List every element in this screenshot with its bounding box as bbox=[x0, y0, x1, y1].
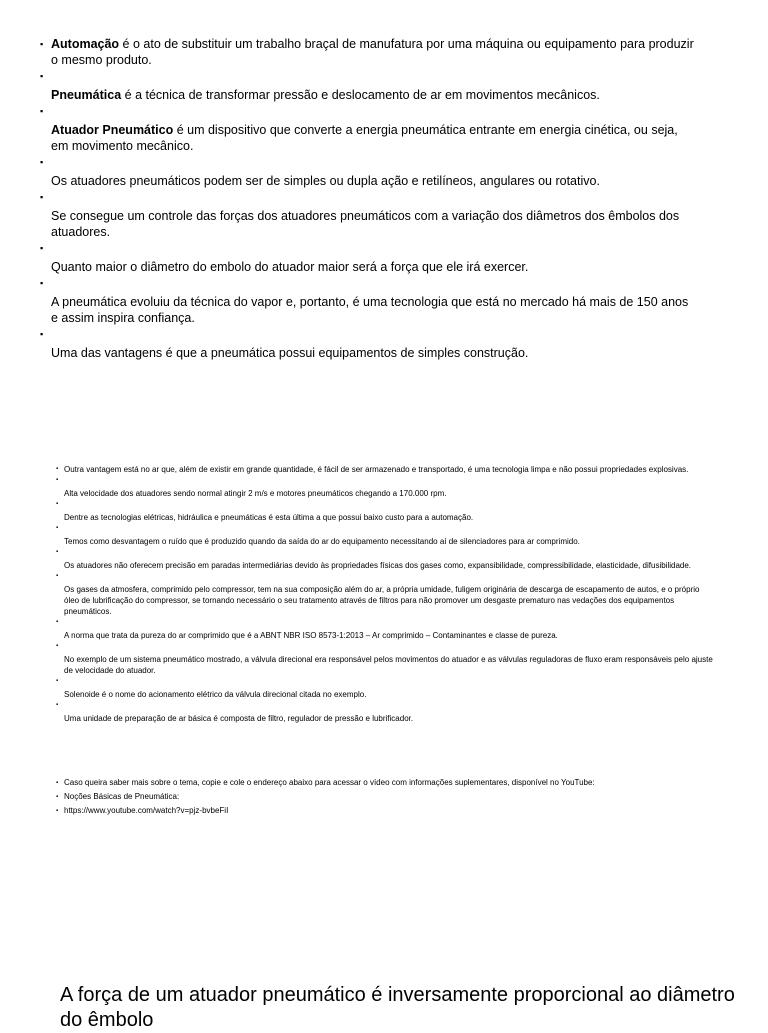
list-item bbox=[38, 275, 698, 326]
bullet-icon: ▪ bbox=[40, 329, 44, 339]
term: Automação bbox=[51, 37, 120, 51]
key-concepts-list bbox=[38, 36, 698, 361]
statement: Caso queira saber mais sobre o tema, copie e cole o endereço abaixo para acessar o vídeo com informações suplementares, disponível no YouTube: bbox=[64, 778, 595, 787]
statement: Dentre as tecnologias elétricas, hidráulica e pneumáticas é esta última a que possui baixo custo para a automação. bbox=[64, 513, 474, 522]
bullet-icon: ▪ bbox=[56, 525, 59, 531]
statement: Uma das vantagens é que a pneumática possui equipamentos de simples construção. bbox=[51, 346, 529, 360]
list-item bbox=[38, 36, 698, 68]
list-item bbox=[38, 154, 698, 189]
list-item bbox=[56, 475, 716, 499]
term: Atuador Pneumático bbox=[51, 123, 174, 137]
bullet-icon: ▪ bbox=[56, 643, 59, 649]
statement: Os gases da atmosfera, comprimido pelo compressor, tem na sua composição além do ar, a própria umidade, fuligem originária de descarga de escapamento de autos, e o próprio óleo de lubrificação do compressor, se tornando necessário o seu tratamento através de filtros para não promover um desgaste prematuro nas vedações dos equipamentos pneumáticos. bbox=[64, 585, 700, 616]
definition: é o ato de substituir um trabalho braçal de manufatura por uma máquina ou equipamento para produzir o mesmo produto. bbox=[51, 37, 694, 67]
bullet-icon: ▪ bbox=[56, 573, 59, 579]
bullet-icon: ▪ bbox=[40, 106, 44, 116]
bullet-icon: ▪ bbox=[40, 71, 44, 81]
statement: Solenoide é o nome do acionamento elétrico da válvula direcional citada no exemplo. bbox=[64, 690, 367, 699]
bullet-icon: ▪ bbox=[56, 780, 59, 786]
video-title: Noções Básicas de Pneumática: bbox=[64, 792, 180, 801]
list-item bbox=[56, 700, 716, 724]
bullet-icon: ▪ bbox=[56, 501, 59, 507]
bullet-icon: ▪ bbox=[40, 157, 44, 167]
statement: Os atuadores não oferecem precisão em paradas intermediárias devido às propriedades físicas dos gases como, expansibilidade, compressibilidade, elasticidade, difusibilidade. bbox=[64, 561, 692, 570]
definition: é um dispositivo que converte a energia pneumática entrante em energia cinética, ou seja, em movimento mecânico. bbox=[51, 123, 678, 153]
bullet-icon: ▪ bbox=[56, 702, 59, 708]
list-item bbox=[38, 189, 698, 240]
statement: A norma que trata da pureza do ar comprimido que é a ABNT NBR ISO 8573-1:2013 – Ar comprimido – Contaminantes e classe de pureza. bbox=[64, 631, 558, 640]
bullet-icon: ▪ bbox=[56, 549, 59, 555]
statement: A pneumática evoluiu da técnica do vapor e, portanto, é uma tecnologia que está no mercado há mais de 150 anos e assim inspira confiança. bbox=[51, 295, 689, 325]
statement: No exemplo de um sistema pneumático mostrado, a válvula direcional era responsável pelos movimentos do atuador e as válvulas reguladoras de fluxo eram responsáveis pelo ajuste de velocidade do atuador. bbox=[64, 655, 713, 675]
list-item bbox=[56, 571, 716, 617]
list-item bbox=[56, 499, 716, 523]
video-url[interactable]: https://www.youtube.com/watch?v=pjz-bvbeFiI bbox=[64, 806, 229, 815]
statement: Se consegue um controle das forças dos atuadores pneumáticos com a variação dos diâmetros dos êmbolos dos atuadores. bbox=[51, 209, 680, 239]
term: Pneumática bbox=[51, 88, 122, 102]
statement: Uma unidade de preparação de ar básica é composta de filtro, regulador de pressão e lubrificador. bbox=[64, 714, 414, 723]
list-item bbox=[56, 617, 716, 641]
question-statement: A força de um atuador pneumático é inversamente proporcional ao diâmetro do êmbolo bbox=[60, 984, 735, 1031]
list-item bbox=[56, 641, 716, 676]
statement: Quanto maior o diâmetro do embolo do atuador maior será a força que ele irá exercer. bbox=[51, 260, 529, 274]
list-item bbox=[56, 464, 716, 475]
bullet-icon: ▪ bbox=[40, 243, 44, 253]
bullet-icon: ▪ bbox=[56, 477, 59, 483]
list-item bbox=[56, 523, 716, 547]
list-item bbox=[38, 103, 698, 154]
list-item bbox=[56, 547, 716, 571]
statement: Alta velocidade dos atuadores sendo normal atingir 2 m/s e motores pneumáticos chegando a 170.000 rpm. bbox=[64, 489, 447, 498]
statement: Outra vantagem está no ar que, além de existir em grande quantidade, é fácil de ser armazenado e transportado, é uma tecnologia limpa e não possui propriedades explosivas. bbox=[64, 465, 689, 474]
bullet-icon: ▪ bbox=[56, 794, 59, 800]
list-item bbox=[56, 776, 716, 790]
bullet-icon: ▪ bbox=[40, 192, 44, 202]
bullet-icon: ▪ bbox=[56, 678, 59, 684]
bullet-icon: ▪ bbox=[56, 466, 59, 472]
supplementary-links bbox=[56, 776, 716, 818]
bullet-icon: ▪ bbox=[56, 619, 59, 625]
list-item bbox=[56, 790, 716, 804]
list-item bbox=[56, 676, 716, 700]
bullet-icon: ▪ bbox=[40, 278, 44, 288]
list-item bbox=[38, 240, 698, 275]
bullet-icon: ▪ bbox=[40, 39, 44, 49]
statement: Temos como desvantagem o ruído que é produzido quando da saída do ar do equipamento necessitando aí de silenciadores para ar comprimido. bbox=[64, 537, 580, 546]
list-item bbox=[38, 326, 698, 361]
bullet-icon: ▪ bbox=[56, 808, 59, 814]
advantages-list bbox=[56, 464, 716, 724]
statement: Os atuadores pneumáticos podem ser de simples ou dupla ação e retilíneos, angulares ou rotativo. bbox=[51, 174, 600, 188]
list-item bbox=[56, 804, 716, 818]
list-item bbox=[38, 68, 698, 103]
definition: é a técnica de transformar pressão e deslocamento de ar em movimentos mecânicos. bbox=[121, 88, 600, 102]
